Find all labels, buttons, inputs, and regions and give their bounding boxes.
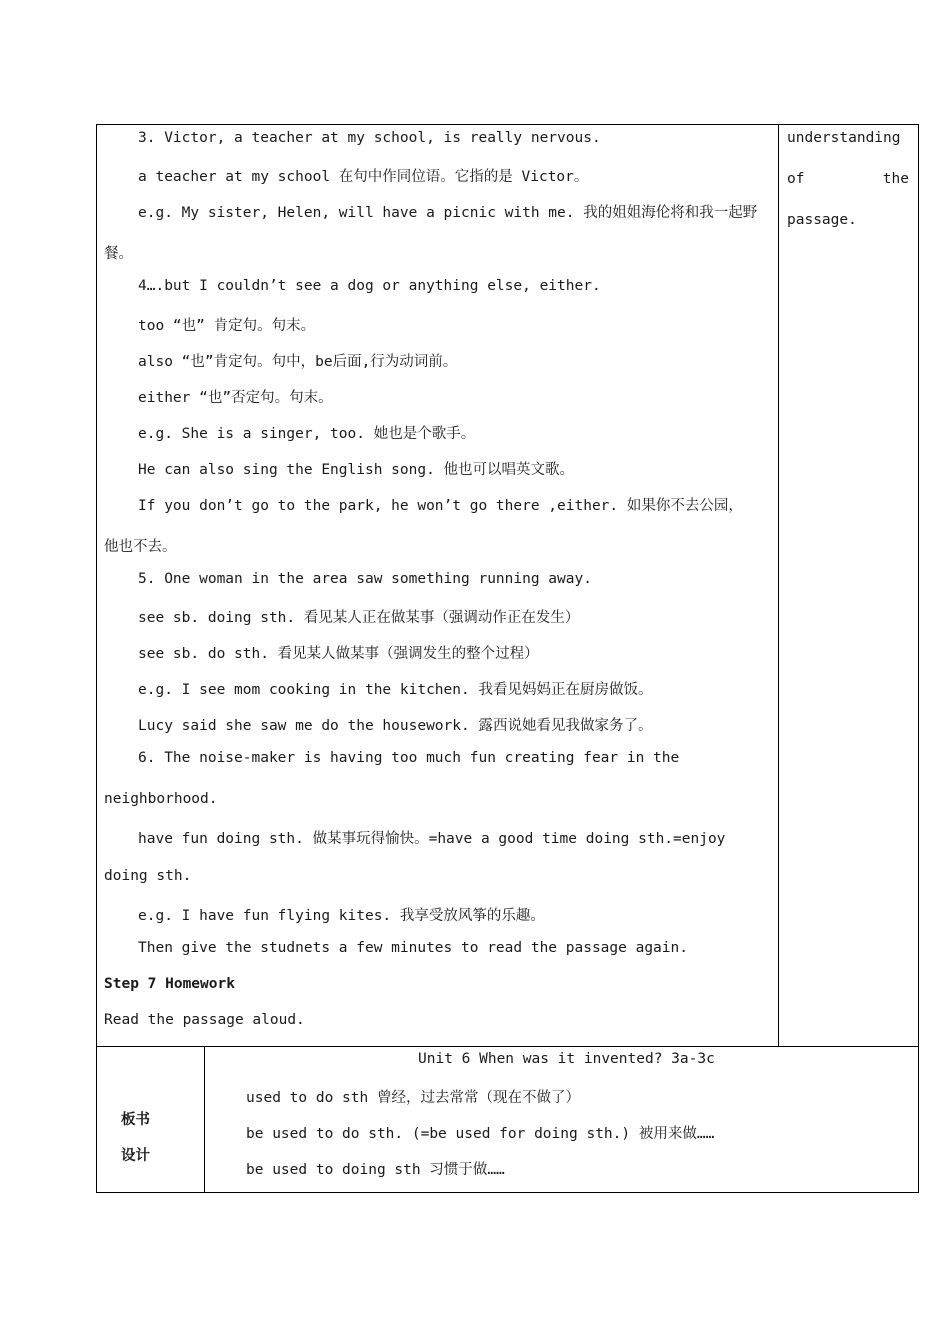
text-line: e.g. My sister, Helen, will have a picnic with me. 我的姐姐海伦将和我一起野 <box>138 205 758 221</box>
text-line: 3. Victor, a teacher at my school, is really nervous. <box>138 130 601 146</box>
text-line: 他也不去。 <box>104 539 177 555</box>
side-text-justified <box>787 171 909 187</box>
board-line: be used to do sth. (=be used for doing sth.) 被用来做…… <box>246 1126 715 1142</box>
text-line: 5. One woman in the area saw something running away. <box>138 571 592 587</box>
board-line: be used to doing sth 习惯于做…… <box>246 1162 505 1178</box>
text-line: neighborhood. <box>104 791 218 807</box>
text-line: doing sth. <box>104 868 192 884</box>
row-divider <box>96 1046 919 1047</box>
text-line: 4….but I couldn’t see a dog or anything else, either. <box>138 278 601 294</box>
text-line: e.g. She is a singer, too. 她也是个歌手。 <box>138 426 476 442</box>
text-line: e.g. I have fun flying kites. 我享受放风筝的乐趣。 <box>138 908 545 924</box>
board-label-divider <box>204 1046 205 1193</box>
board-title: Unit 6 When was it invented? 3a-3c <box>418 1051 715 1067</box>
text-line: Read the passage aloud. <box>104 1012 305 1028</box>
text-line: see sb. doing sth. 看见某人正在做某事（强调动作正在发生） <box>138 610 580 626</box>
text-line: If you don’t go to the park, he won’t go there ,either. 如果你不去公园， <box>138 498 743 514</box>
text-line: He can also sing the English song. 他也可以唱英文歌。 <box>138 462 575 478</box>
column-divider <box>778 124 779 1047</box>
text-line: Lucy said she saw me do the housework. 露西说她看见我做家务了。 <box>138 718 653 734</box>
text-line: see sb. do sth. 看见某人做某事（强调发生的整个过程） <box>138 646 539 662</box>
text-line: have fun doing sth. 做某事玩得愉快。=have a good time doing sth.=enjoy <box>138 831 726 847</box>
text-line: 6. The noise-maker is having too much fun creating fear in the <box>138 750 680 766</box>
text-line: 餐。 <box>104 246 133 262</box>
text-line: either “也”否定句。句末。 <box>138 390 333 406</box>
board-label: 设计 <box>121 1148 150 1164</box>
side-text: understanding <box>787 130 901 146</box>
side-word: the <box>882 171 909 187</box>
side-text: passage. <box>787 212 857 228</box>
text-line: too “也” 肯定句。句末。 <box>138 318 316 334</box>
text-line: Then give the studnets a few minutes to read the passage again. <box>138 940 688 956</box>
side-word: of <box>787 171 805 187</box>
text-line: also “也”肯定句。句中，be后面,行为动词前。 <box>138 354 458 370</box>
text-line: e.g. I see mom cooking in the kitchen. 我看见妈妈正在厨房做饭。 <box>138 682 653 698</box>
board-label: 板书 <box>121 1112 150 1128</box>
text-line: a teacher at my school 在句中作同位语。它指的是 Victor。 <box>138 169 589 185</box>
step-heading: Step 7 Homework <box>104 976 235 992</box>
board-line: used to do sth 曾经，过去常常（现在不做了） <box>246 1090 580 1106</box>
